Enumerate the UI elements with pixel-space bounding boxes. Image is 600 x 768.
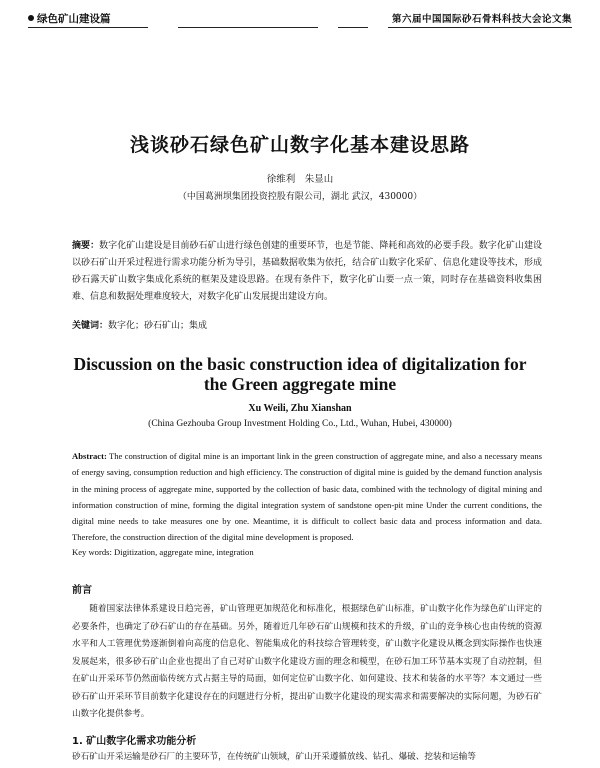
paper-title-en: Discussion on the basic construction idea of digitalization for the Green aggregate mine bbox=[73, 354, 527, 394]
affiliation-en: (China Gezhouba Group Investment Holding Co., Ltd., Wuhan, Hubei, 430000) bbox=[148, 419, 452, 429]
running-header-left bbox=[28, 11, 111, 26]
header-rule bbox=[338, 27, 368, 28]
authors-cn: 徐维利 朱显山 bbox=[266, 174, 334, 185]
keywords-cn-text: 数字化；砂石矿山；集成 bbox=[108, 321, 208, 331]
keywords-cn bbox=[72, 318, 542, 335]
paper-title-cn: 浅谈砂石绿色矿山数字化基本建设思路 bbox=[129, 134, 470, 156]
abstract-cn-label: 摘要： bbox=[72, 241, 100, 251]
abstract-cn bbox=[72, 238, 542, 306]
header-rule bbox=[178, 27, 318, 28]
section-1-paragraph: 砂石矿山开采运输是砂石厂的主要环节，在传统矿山领域，矿山开采遵循放线、钻孔、爆破、挖装和运输等 bbox=[72, 752, 476, 762]
bullet-icon bbox=[28, 15, 34, 21]
running-header-left-text: 绿色矿山建设篇 bbox=[37, 13, 111, 25]
keywords-cn-label: 关键词： bbox=[72, 321, 109, 331]
header-rule bbox=[28, 27, 148, 28]
affiliation-cn: （中国葛洲坝集团投资控股有限公司，湖北 武汉，430000） bbox=[177, 192, 423, 202]
running-header bbox=[28, 10, 572, 28]
abstract-cn-text: 数字化矿山建设是目前砂石矿山进行绿色创建的重要环节，也是节能、降耗和高效的必要手段。数字化矿山建设以砂石矿山开采过程进行需求功能分析为导引，基础数据收集为依托，结合矿山数字化采矿、信息化建设等技术，形成砂石露天矿山数字集成化系统的框架及建设思路。在现有条件下，数字化矿山要一点一策，同时存在基础资料收集困难、信息和数据处理难度较大，对数字化矿山发展提出建设方向。 bbox=[72, 241, 542, 302]
running-header-right: 第六届中国国际砂石骨料科技大会论文集 bbox=[391, 14, 572, 25]
keywords-en bbox=[72, 544, 542, 561]
abstract-en-text: The construction of digital mine is an important link in the green construction of aggregate mine, and also a necessary means of energy saving, consumption reduction and high efficiency. The construction of digital mine is guided by the demand function analysis in the mining process of aggregate mine, supported by the collection of basic data, combined with the technology of digital mining and information construction of mine, forming the digital integration system of sandstone open-pit mine Under the current conditions, the digital mine needs to take measures one by one. Meantime, it is difficult to collect basic data and process information and data. Therefore, the construction direction of the digital mine development is proposed. bbox=[72, 451, 542, 543]
header-rule bbox=[388, 27, 572, 28]
abstract-en-label: Abstract: bbox=[72, 451, 107, 461]
section-heading-intro: 前言 bbox=[72, 585, 92, 596]
keywords-en-text: Digitization, aggregate mine, integration bbox=[114, 547, 254, 557]
section-heading-1: 1. 矿山数字化需求功能分析 bbox=[72, 736, 197, 747]
abstract-en bbox=[72, 448, 542, 546]
keywords-en-label: Key words: bbox=[72, 547, 112, 557]
authors-en: Xu Weili, Zhu Xianshan bbox=[248, 403, 352, 414]
intro-paragraph: 随着国家法律体系建设日趋完善，矿山管理更加规范化和标准化，根据绿色矿山标准，矿山数字化作为绿色矿山评定的必要条件，也确定了砂石矿山的存在基础。另外，随着近几年砂石矿山规模和技术的升级，矿山的竞争核心也由传统的资源水平和人工管理优势逐渐倒着向高度的信息化、智能集成化的科技综合管理转变，矿山数字化建设从概念到实际操作也快速发展起来，很多砂石矿山企业也提出了自己对矿山数字化建设方面的理念和模型，在砂石加工环节基本实现了自动控制，但在矿山开采环节仍然面临传统方式占据主导的局面，如何定位矿山数字化、如何建设、技术和装备的水平等？本文通过一些砂石矿山开采环节目前数字化建设存在的问题进行分析，提出矿山数字化建设的现实需求和需要解决的实际问题，为砂石矿山数字化提供参考。 bbox=[72, 604, 542, 719]
